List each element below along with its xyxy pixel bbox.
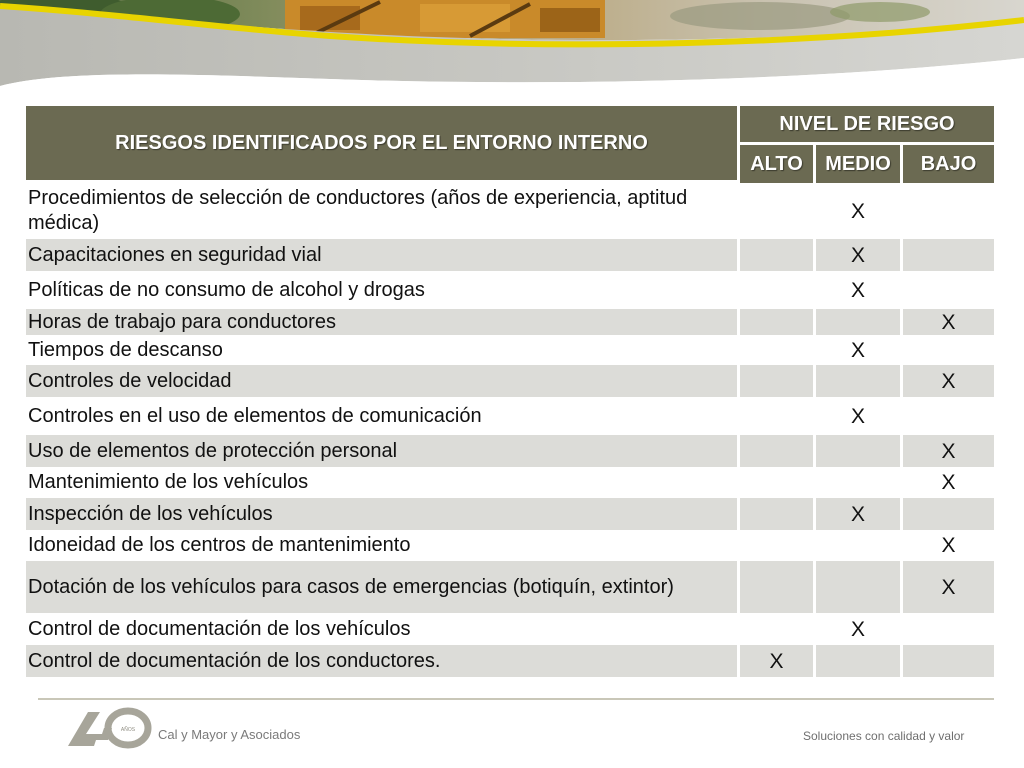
- cell-alto: [740, 498, 813, 530]
- svg-text:AÑOS: AÑOS: [120, 727, 136, 733]
- cell-alto: [740, 271, 813, 309]
- cell-medio: X: [816, 239, 900, 271]
- cell-medio: [816, 645, 900, 677]
- cell-medio: [816, 435, 900, 467]
- risk-description: Control de documentación de los conductores.: [26, 645, 737, 677]
- banner-graphic: [0, 0, 1024, 100]
- cell-bajo: X: [903, 309, 994, 335]
- cell-alto: [740, 239, 813, 271]
- cell-bajo: [903, 397, 994, 435]
- table-row: [26, 467, 994, 498]
- table-row: [26, 365, 994, 397]
- risk-description: Uso de elementos de protección personal: [26, 435, 737, 467]
- cell-bajo: X: [941, 471, 956, 494]
- cell-alto: [740, 397, 813, 435]
- cell-bajo: [903, 613, 994, 645]
- cell-medio: X: [816, 498, 900, 530]
- table-row: [26, 271, 994, 309]
- table-row: [26, 335, 994, 365]
- cell-bajo: [903, 183, 994, 239]
- cell-alto: [740, 183, 813, 239]
- header-risk-level: NIVEL DE RIESGO: [740, 106, 994, 145]
- cell-alto: [740, 467, 813, 498]
- table-row: [26, 498, 994, 530]
- risk-description: Idoneidad de los centros de mantenimiento: [28, 534, 411, 556]
- table-row: [26, 309, 994, 335]
- cell-medio: [816, 561, 900, 613]
- cell-bajo: X: [903, 561, 994, 613]
- table-row: [26, 530, 994, 561]
- header-alto: ALTO: [740, 145, 813, 183]
- risk-description: Controles en el uso de elementos de comunicación: [28, 404, 482, 427]
- header-bajo: BAJO: [903, 145, 994, 183]
- cell-alto: X: [740, 645, 813, 677]
- company-slogan: Soluciones con calidad y valor: [803, 729, 965, 743]
- table-row: [26, 397, 994, 435]
- header-risks: RIESGOS IDENTIFICADOS POR EL ENTORNO INTERNO: [26, 106, 737, 183]
- cell-medio: [816, 467, 900, 498]
- cell-alto: [740, 309, 813, 335]
- cell-bajo: X: [903, 435, 994, 467]
- cell-medio: X: [850, 617, 865, 641]
- cell-alto: [740, 365, 813, 397]
- risk-description: Políticas de no consumo de alcohol y drogas: [28, 278, 425, 301]
- table-row: [26, 239, 994, 271]
- table-row: [26, 183, 994, 239]
- cell-medio: X: [850, 278, 865, 302]
- cell-bajo: [903, 645, 994, 677]
- cell-alto: [740, 530, 813, 561]
- cell-bajo: [903, 498, 994, 530]
- risk-description: Control de documentación de los vehículos: [28, 617, 411, 640]
- cell-bajo: X: [941, 534, 956, 557]
- company-name: Cal y Mayor y Asociados: [158, 727, 301, 742]
- cell-bajo: [903, 335, 994, 365]
- table-row: [26, 645, 994, 677]
- risk-description: Dotación de los vehículos para casos de emergencias (botiquín, extintor): [26, 561, 737, 613]
- table-row: [26, 561, 994, 613]
- risk-description: Mantenimiento de los vehículos: [28, 471, 309, 493]
- cell-alto: [740, 335, 813, 365]
- cell-medio: X: [850, 404, 865, 428]
- anniversary-logo: [66, 706, 156, 750]
- risk-description: Procedimientos de selección de conductores (años de experiencia, aptitud médica): [28, 187, 688, 234]
- cell-bajo: [903, 271, 994, 309]
- footer-divider: [38, 698, 994, 700]
- risk-table: [23, 106, 997, 677]
- cell-medio: [816, 365, 900, 397]
- cell-alto: [740, 561, 813, 613]
- cell-medio: [816, 309, 900, 335]
- risk-description: Horas de trabajo para conductores: [26, 309, 737, 335]
- risk-description: Controles de velocidad: [26, 365, 737, 397]
- risk-description: Inspección de los vehículos: [26, 498, 737, 530]
- risk-description: Tiempos de descanso: [28, 338, 223, 361]
- header-banner: [0, 0, 1024, 100]
- cell-alto: [740, 613, 813, 645]
- header-medio: MEDIO: [816, 145, 900, 183]
- cell-bajo: X: [903, 365, 994, 397]
- table-row: [26, 613, 994, 645]
- table-row: [26, 435, 994, 467]
- cell-bajo: [903, 239, 994, 271]
- risk-description: Capacitaciones en seguridad vial: [26, 239, 737, 271]
- cell-alto: [740, 435, 813, 467]
- logo-40-icon: [66, 706, 156, 750]
- cell-medio: [816, 530, 900, 561]
- cell-medio: X: [850, 338, 865, 362]
- cell-medio: X: [850, 199, 865, 223]
